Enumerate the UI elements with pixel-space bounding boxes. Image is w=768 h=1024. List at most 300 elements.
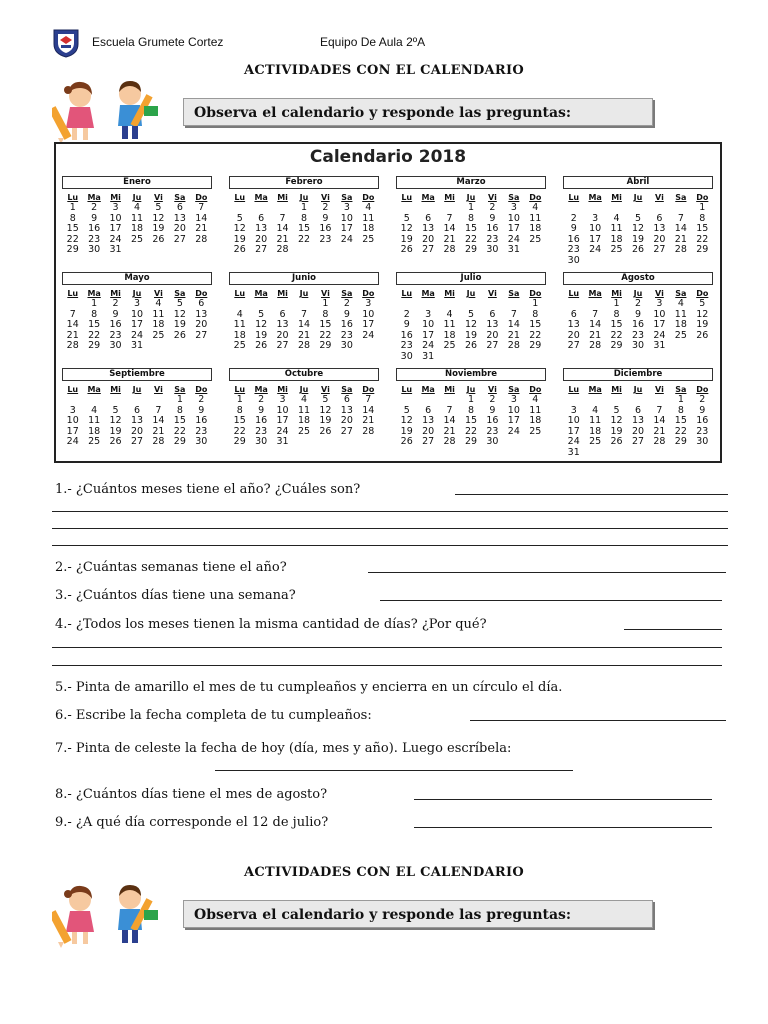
weekday-header: Ju bbox=[466, 193, 476, 202]
weekday-header: Ju bbox=[466, 289, 476, 298]
day-cell: 19 bbox=[173, 319, 186, 330]
day-cell: 1 bbox=[236, 394, 243, 405]
day-cell: 16 bbox=[255, 415, 268, 426]
day-cell: 22 bbox=[610, 329, 623, 341]
day-grid bbox=[563, 384, 713, 458]
day-cell: 17 bbox=[567, 425, 580, 437]
answer-line-9 bbox=[414, 827, 712, 828]
day-cell: 6 bbox=[133, 404, 141, 416]
day-cell: 21 bbox=[66, 329, 79, 341]
month-name: Julio bbox=[396, 272, 546, 285]
weekday-header: Ma bbox=[421, 193, 435, 202]
day-cell: 9 bbox=[403, 319, 410, 330]
day-cell: 27 bbox=[276, 340, 289, 351]
day-cell: 7 bbox=[446, 404, 453, 416]
weekday-header: Vi bbox=[655, 385, 664, 394]
day-cell: 28 bbox=[653, 436, 666, 447]
day-grid bbox=[229, 384, 379, 448]
day-cell: 19 bbox=[233, 233, 246, 245]
day-cell: 24 bbox=[362, 329, 375, 341]
weekday-header: Do bbox=[362, 385, 375, 394]
day-cell: 9 bbox=[634, 308, 642, 320]
day-cell: 20 bbox=[653, 233, 666, 245]
empty-day-cell bbox=[584, 203, 605, 214]
day-cell: 17 bbox=[422, 329, 435, 341]
day-cell: 16 bbox=[195, 415, 208, 426]
weekday-header: Ma bbox=[87, 193, 101, 202]
day-cell: 12 bbox=[400, 223, 413, 234]
day-cell: 14 bbox=[66, 319, 79, 330]
day-cell: 5 bbox=[613, 404, 620, 416]
day-cell: 19 bbox=[255, 329, 268, 341]
day-cell: 30 bbox=[567, 254, 580, 266]
day-cell: 6 bbox=[489, 308, 496, 320]
weekday-header: Lu bbox=[67, 385, 79, 394]
instruction-box: Observa el calendario y responde las preguntas: bbox=[183, 98, 653, 126]
weekday-header: Lu bbox=[568, 385, 580, 394]
instruction-box-repeat: Observa el calendario y responde las preguntas: bbox=[183, 900, 653, 928]
month-name: Enero bbox=[62, 176, 212, 189]
day-cell: 18 bbox=[130, 223, 144, 234]
answer-line-4c bbox=[52, 665, 722, 666]
empty-day-cell bbox=[293, 299, 314, 310]
day-cell: 21 bbox=[674, 233, 687, 245]
day-cell: 13 bbox=[173, 212, 186, 224]
day-cell: 22 bbox=[319, 329, 332, 341]
empty-day-cell bbox=[272, 203, 293, 214]
day-cell: 6 bbox=[343, 394, 350, 405]
day-cell: 18 bbox=[443, 329, 456, 341]
day-cell: 27 bbox=[653, 244, 666, 255]
day-cell: 4 bbox=[236, 308, 243, 320]
day-cell: 1 bbox=[91, 298, 98, 309]
weekday-header: Ma bbox=[254, 193, 268, 202]
weekday-header: Mi bbox=[110, 385, 121, 394]
day-cell: 7 bbox=[300, 308, 308, 320]
day-cell: 20 bbox=[340, 415, 353, 426]
day-cell: 6 bbox=[570, 308, 577, 320]
day-cell: 31 bbox=[507, 244, 520, 255]
day-cell: 19 bbox=[464, 329, 478, 341]
day-cell: 28 bbox=[589, 340, 602, 351]
day-cell: 4 bbox=[300, 394, 308, 405]
day-cell: 20 bbox=[422, 425, 435, 437]
day-cell: 10 bbox=[362, 308, 375, 320]
question-2: 2.- ¿Cuántas semanas tiene el año? bbox=[55, 560, 287, 575]
day-cell: 28 bbox=[297, 340, 311, 351]
empty-day-cell bbox=[503, 299, 524, 310]
day-cell: 3 bbox=[112, 202, 119, 213]
weekday-header: Mi bbox=[110, 193, 121, 202]
day-cell: 13 bbox=[422, 223, 435, 234]
day-cell: 9 bbox=[489, 212, 496, 224]
day-cell: 30 bbox=[340, 340, 353, 351]
day-cell: 8 bbox=[322, 308, 329, 320]
empty-day-cell bbox=[563, 203, 584, 214]
day-cell: 31 bbox=[109, 244, 122, 255]
weekday-header: Sa bbox=[341, 385, 353, 394]
day-cell: 6 bbox=[634, 404, 642, 416]
day-cell: 24 bbox=[130, 329, 144, 341]
weekday-header: Sa bbox=[174, 193, 186, 202]
day-cell: 26 bbox=[696, 329, 709, 341]
day-cell: 18 bbox=[674, 319, 687, 330]
month-agosto bbox=[563, 272, 713, 363]
day-cell: 10 bbox=[340, 212, 353, 224]
weekday-header: Do bbox=[529, 385, 542, 394]
day-cell: 28 bbox=[152, 436, 165, 447]
day-cell: 25 bbox=[130, 233, 144, 245]
weekday-header: Lu bbox=[234, 385, 246, 394]
day-cell: 20 bbox=[422, 233, 435, 245]
day-cell: 11 bbox=[152, 308, 165, 320]
empty-day-cell bbox=[417, 299, 438, 310]
weekday-header: Do bbox=[529, 193, 542, 202]
weekday-header: Ma bbox=[588, 289, 602, 298]
day-cell: 8 bbox=[91, 308, 98, 320]
day-cell: 12 bbox=[233, 223, 246, 234]
day-cell: 19 bbox=[696, 319, 709, 330]
day-cell: 9 bbox=[489, 404, 496, 416]
day-cell: 7 bbox=[592, 308, 599, 320]
day-cell: 13 bbox=[130, 415, 144, 426]
day-cell: 15 bbox=[674, 415, 687, 426]
empty-day-cell bbox=[250, 203, 271, 214]
day-cell: 18 bbox=[610, 233, 623, 245]
weekday-header: Lu bbox=[401, 193, 413, 202]
day-cell: 3 bbox=[592, 212, 599, 224]
weekday-header: Mi bbox=[444, 193, 455, 202]
day-cell: 23 bbox=[696, 425, 709, 437]
day-cell: 26 bbox=[631, 244, 645, 255]
day-cell: 1 bbox=[322, 298, 329, 309]
day-cell: 8 bbox=[467, 404, 475, 416]
day-cell: 6 bbox=[425, 212, 432, 224]
day-cell: 9 bbox=[343, 308, 350, 320]
day-cell: 26 bbox=[464, 340, 478, 351]
day-cell: 29 bbox=[66, 244, 79, 255]
day-grid bbox=[563, 192, 713, 266]
answer-line-1d bbox=[52, 545, 728, 546]
weekday-header: Do bbox=[696, 193, 709, 202]
day-cell: 2 bbox=[343, 298, 350, 309]
day-cell: 13 bbox=[255, 223, 268, 234]
day-cell: 25 bbox=[152, 329, 165, 341]
kids-with-pencils-icon bbox=[52, 76, 162, 144]
month-name: Octubre bbox=[229, 368, 379, 381]
empty-day-cell bbox=[439, 299, 460, 310]
weekday-header: Mi bbox=[611, 193, 622, 202]
empty-day-cell bbox=[396, 203, 417, 214]
day-cell: 14 bbox=[674, 223, 687, 234]
day-cell: 28 bbox=[66, 340, 79, 351]
weekday-header: Ju bbox=[132, 385, 142, 394]
empty-day-cell bbox=[584, 395, 605, 406]
weekday-header: Ju bbox=[299, 289, 309, 298]
day-cell: 10 bbox=[109, 212, 122, 224]
day-cell: 28 bbox=[507, 340, 520, 351]
day-cell: 20 bbox=[486, 329, 499, 341]
weekday-header: Lu bbox=[401, 385, 413, 394]
answer-line-1 bbox=[455, 494, 728, 495]
day-cell: 16 bbox=[486, 223, 499, 234]
day-cell: 2 bbox=[91, 202, 98, 213]
day-cell: 29 bbox=[464, 244, 478, 255]
month-abril bbox=[563, 176, 713, 267]
day-cell: 6 bbox=[258, 212, 265, 224]
day-cell: 28 bbox=[443, 244, 456, 255]
day-cell: 19 bbox=[400, 425, 413, 437]
day-cell: 3 bbox=[365, 298, 372, 309]
day-cell: 4 bbox=[677, 298, 684, 309]
day-cell: 19 bbox=[109, 425, 122, 437]
day-cell: 11 bbox=[529, 404, 542, 416]
day-cell: 2 bbox=[198, 394, 205, 405]
day-cell: 30 bbox=[696, 436, 709, 447]
day-cell: 29 bbox=[529, 340, 542, 351]
day-cell: 14 bbox=[276, 223, 289, 234]
weekday-header: Lu bbox=[401, 289, 413, 298]
day-cell: 3 bbox=[425, 308, 432, 320]
day-cell: 7 bbox=[677, 212, 684, 224]
day-cell: 24 bbox=[507, 425, 520, 437]
empty-day-cell bbox=[83, 395, 104, 406]
day-cell: 31 bbox=[567, 446, 580, 458]
month-name: Marzo bbox=[396, 176, 546, 189]
day-cell: 17 bbox=[66, 425, 79, 437]
weekday-header: Vi bbox=[655, 289, 664, 298]
day-cell: 20 bbox=[276, 329, 289, 341]
day-cell: 5 bbox=[403, 404, 410, 416]
day-cell: 1 bbox=[176, 394, 183, 405]
day-cell: 5 bbox=[467, 308, 475, 320]
empty-day-cell bbox=[460, 299, 481, 310]
empty-day-cell bbox=[584, 299, 605, 310]
day-cell: 17 bbox=[589, 233, 602, 245]
day-cell: 25 bbox=[610, 244, 623, 255]
day-cell: 26 bbox=[152, 233, 165, 245]
day-cell: 20 bbox=[631, 425, 645, 437]
day-cell: 30 bbox=[88, 244, 101, 255]
day-cell: 6 bbox=[279, 308, 286, 320]
day-cell: 4 bbox=[91, 404, 98, 416]
day-cell: 10 bbox=[276, 404, 289, 416]
day-cell: 26 bbox=[173, 329, 186, 341]
day-cell: 11 bbox=[362, 212, 375, 224]
weekday-header: Sa bbox=[174, 289, 186, 298]
section-title-repeat: ACTIVIDADES CON EL CALENDARIO bbox=[243, 865, 525, 880]
month-name: Septiembre bbox=[62, 368, 212, 381]
day-cell: 10 bbox=[653, 308, 666, 320]
weekday-header: Ma bbox=[588, 385, 602, 394]
answer-line-8 bbox=[414, 799, 712, 800]
day-cell: 5 bbox=[699, 298, 706, 309]
day-cell: 22 bbox=[88, 329, 101, 341]
day-cell: 28 bbox=[443, 436, 456, 447]
day-cell: 2 bbox=[634, 298, 642, 309]
day-cell: 18 bbox=[297, 415, 311, 426]
day-cell: 22 bbox=[674, 425, 687, 437]
weekday-header: Sa bbox=[508, 193, 520, 202]
question-7: 7.- Pinta de celeste la fecha de hoy (día, mes y año). Luego escríbela: bbox=[55, 741, 512, 756]
day-cell: 23 bbox=[195, 425, 208, 437]
day-cell: 11 bbox=[443, 319, 456, 330]
school-crest-icon bbox=[52, 28, 80, 58]
day-cell: 7 bbox=[69, 308, 76, 320]
weekday-header: Do bbox=[195, 289, 208, 298]
weekday-header: Ju bbox=[633, 385, 643, 394]
day-cell: 10 bbox=[422, 319, 435, 330]
weekday-header: Do bbox=[529, 289, 542, 298]
day-cell: 18 bbox=[362, 223, 375, 234]
day-cell: 2 bbox=[322, 202, 329, 213]
day-cell: 27 bbox=[130, 436, 144, 447]
day-cell: 9 bbox=[322, 212, 329, 224]
day-cell: 21 bbox=[653, 425, 666, 437]
empty-day-cell bbox=[62, 299, 83, 310]
page-header bbox=[52, 28, 732, 58]
weekday-header: Sa bbox=[341, 193, 353, 202]
day-cell: 5 bbox=[258, 308, 265, 320]
weekday-header: Ma bbox=[87, 289, 101, 298]
empty-day-cell bbox=[563, 299, 584, 310]
weekday-header: Do bbox=[195, 385, 208, 394]
day-cell: 17 bbox=[507, 223, 520, 234]
day-cell: 8 bbox=[532, 308, 539, 320]
day-cell: 18 bbox=[88, 425, 101, 437]
day-cell: 15 bbox=[610, 319, 623, 330]
day-cell: 22 bbox=[233, 425, 246, 437]
weekday-header: Sa bbox=[508, 289, 520, 298]
weekday-header: Do bbox=[696, 289, 709, 298]
question-8: 8.- ¿Cuántos días tiene el mes de agosto? bbox=[55, 787, 328, 802]
question-4: 4.- ¿Todos los meses tienen la misma cantidad de días? ¿Por qué? bbox=[55, 617, 487, 632]
months-grid bbox=[62, 176, 718, 459]
day-cell: 11 bbox=[88, 415, 101, 426]
month-octubre bbox=[229, 368, 379, 459]
month-name: Agosto bbox=[563, 272, 713, 285]
day-cell: 4 bbox=[133, 202, 141, 213]
weekday-header: Vi bbox=[321, 385, 330, 394]
weekday-header: Sa bbox=[174, 385, 186, 394]
empty-day-cell bbox=[417, 395, 438, 406]
day-cell: 25 bbox=[529, 233, 542, 245]
answer-line-1b bbox=[52, 511, 728, 512]
day-cell: 6 bbox=[176, 202, 183, 213]
month-febrero bbox=[229, 176, 379, 267]
day-cell: 3 bbox=[570, 404, 577, 416]
day-cell: 15 bbox=[66, 223, 79, 234]
day-cell: 22 bbox=[66, 233, 79, 245]
weekday-header: Lu bbox=[234, 193, 246, 202]
weekday-header: Vi bbox=[488, 289, 497, 298]
empty-day-cell bbox=[606, 395, 627, 406]
day-cell: 13 bbox=[631, 415, 645, 426]
day-cell: 9 bbox=[258, 404, 265, 416]
month-name: Noviembre bbox=[396, 368, 546, 381]
day-cell: 18 bbox=[589, 425, 602, 437]
day-cell: 13 bbox=[422, 415, 435, 426]
day-cell: 21 bbox=[152, 425, 165, 437]
day-cell: 3 bbox=[343, 202, 350, 213]
month-name: Junio bbox=[229, 272, 379, 285]
day-cell: 17 bbox=[362, 319, 375, 330]
weekday-header: Vi bbox=[488, 385, 497, 394]
day-cell: 27 bbox=[486, 340, 499, 351]
day-cell: 21 bbox=[362, 415, 375, 426]
day-cell: 31 bbox=[653, 340, 666, 351]
day-cell: 15 bbox=[464, 415, 478, 426]
day-cell: 20 bbox=[195, 319, 208, 330]
empty-day-cell bbox=[649, 395, 670, 406]
day-cell: 11 bbox=[130, 212, 144, 224]
day-grid bbox=[396, 384, 546, 448]
day-cell: 12 bbox=[152, 212, 165, 224]
weekday-header: Sa bbox=[675, 289, 687, 298]
day-cell: 14 bbox=[152, 415, 165, 426]
weekday-header: Ma bbox=[254, 385, 268, 394]
day-cell: 25 bbox=[362, 233, 375, 245]
day-cell: 26 bbox=[109, 436, 122, 447]
day-cell: 1 bbox=[300, 202, 308, 213]
day-cell: 8 bbox=[699, 212, 706, 224]
day-cell: 14 bbox=[589, 319, 602, 330]
month-name: Diciembre bbox=[563, 368, 713, 381]
day-cell: 11 bbox=[674, 308, 687, 320]
day-cell: 21 bbox=[507, 329, 520, 341]
empty-day-cell bbox=[439, 395, 460, 406]
day-cell: 29 bbox=[610, 340, 623, 351]
day-cell: 5 bbox=[322, 394, 329, 405]
day-cell: 11 bbox=[233, 319, 246, 330]
day-cell: 17 bbox=[653, 319, 666, 330]
empty-day-cell bbox=[105, 395, 126, 406]
day-cell: 16 bbox=[486, 415, 499, 426]
day-cell: 12 bbox=[464, 319, 478, 330]
day-cell: 26 bbox=[255, 340, 268, 351]
day-cell: 10 bbox=[66, 415, 79, 426]
weekday-header: Ju bbox=[299, 193, 309, 202]
day-grid bbox=[62, 384, 212, 448]
day-cell: 7 bbox=[510, 308, 517, 320]
day-cell: 8 bbox=[613, 308, 620, 320]
day-cell: 3 bbox=[133, 298, 141, 309]
day-cell: 15 bbox=[529, 319, 542, 330]
day-cell: 10 bbox=[130, 308, 144, 320]
day-cell: 17 bbox=[276, 415, 289, 426]
day-cell: 22 bbox=[297, 233, 311, 245]
weekday-header: Do bbox=[195, 193, 208, 202]
day-cell: 18 bbox=[233, 329, 246, 341]
day-cell: 17 bbox=[340, 223, 353, 234]
weekday-header: Lu bbox=[568, 289, 580, 298]
day-cell: 3 bbox=[510, 202, 517, 213]
day-cell: 23 bbox=[400, 340, 413, 351]
day-cell: 6 bbox=[425, 404, 432, 416]
day-cell: 16 bbox=[400, 329, 413, 341]
day-cell: 26 bbox=[400, 244, 413, 255]
day-cell: 16 bbox=[696, 415, 709, 426]
answer-line-2 bbox=[368, 572, 726, 573]
day-cell: 3 bbox=[279, 394, 286, 405]
day-cell: 5 bbox=[155, 202, 162, 213]
day-cell: 2 bbox=[403, 308, 410, 320]
day-cell: 23 bbox=[109, 329, 122, 341]
day-grid bbox=[563, 288, 713, 352]
day-cell: 7 bbox=[155, 404, 162, 416]
day-cell: 26 bbox=[233, 244, 246, 255]
day-cell: 14 bbox=[443, 223, 456, 234]
